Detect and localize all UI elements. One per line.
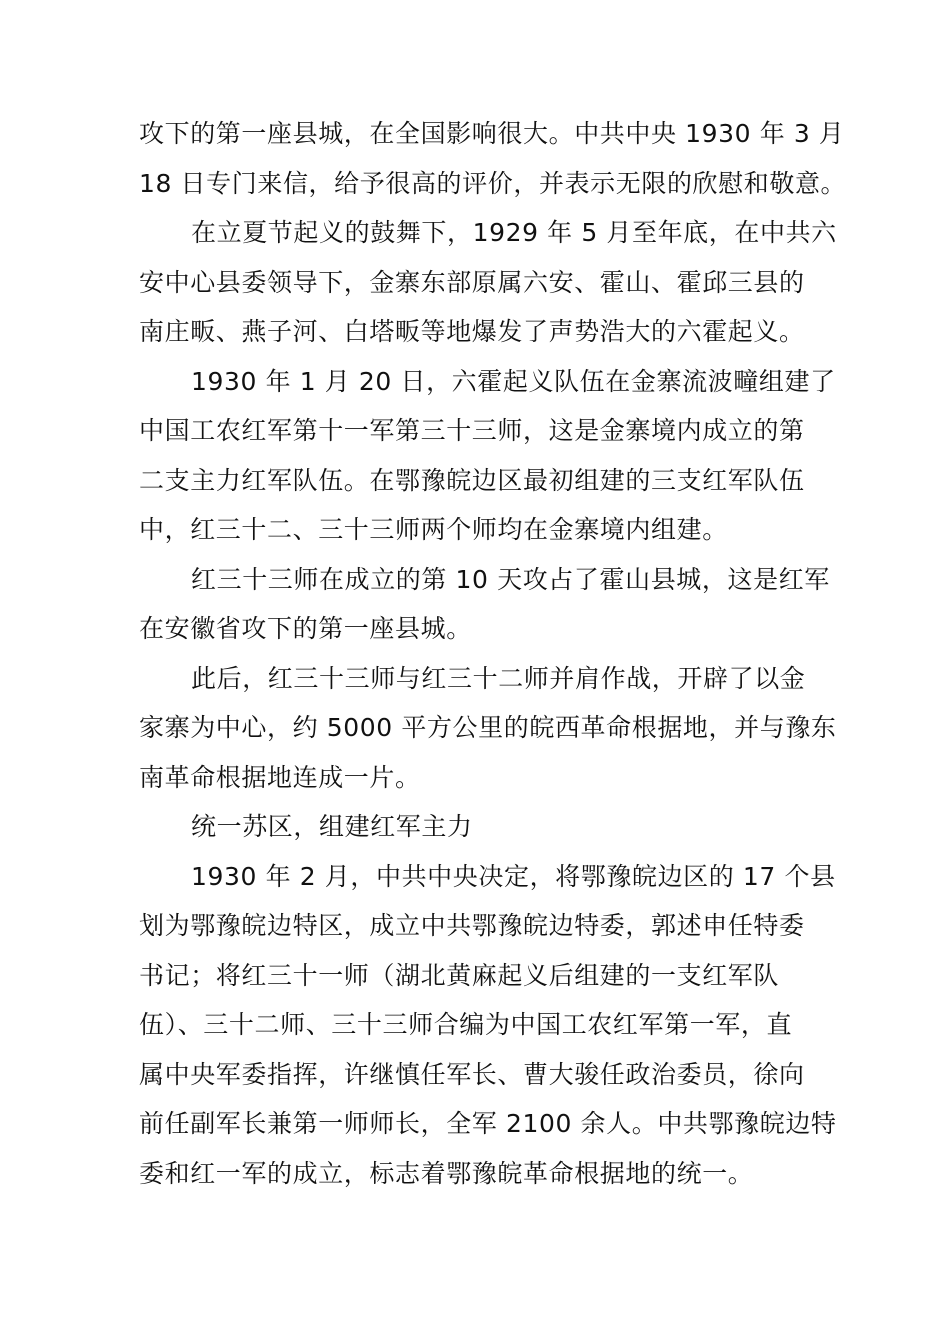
text-line: 前任副军长兼第一师师长，全军 2100 余人。中共鄂豫皖边特: [139, 1109, 837, 1138]
text-line: 书记；将红三十一师（湖北黄麻起义后组建的一支红军队: [139, 960, 780, 990]
text-line: 攻下的第一座县城，在全国影响很大。中共中央 1930 年 3 月: [139, 119, 845, 148]
text-line: 中国工农红军第十一军第三十三师，这是金寨境内成立的第: [139, 416, 805, 445]
text-line: 委和红一军的成立，标志着鄂豫皖革命根据地的统一。: [139, 1158, 754, 1188]
document-body: [139, 109, 847, 1198]
text-line: 南庄畈、燕子河、白塔畈等地爆发了声势浩大的六霍起义。: [139, 317, 805, 346]
section-heading: 统一苏区，组建红军主力: [191, 812, 473, 841]
text-line: 中，红三十二、三十三师两个师均在金寨境内组建。: [139, 515, 728, 544]
text-line: 安中心县委领导下，金寨东部原属六安、霍山、霍邱三县的: [139, 267, 805, 297]
text-line: 南革命根据地连成一片。: [139, 762, 421, 792]
text-line: 18 日专门来信，给予很高的评价，并表示无限的欣慰和敬意。: [139, 168, 847, 198]
text-line: 1930 年 2 月，中共中央决定，将鄂豫皖边区的 17 个县: [191, 861, 836, 891]
text-line: 划为鄂豫皖边特区，成立中共鄂豫皖边特委，郭述申任特委: [139, 911, 805, 940]
text-line: 伍）、三十二师、三十三师合编为中国工农红军第一军，直: [139, 1010, 793, 1039]
text-line: 在立夏节起义的鼓舞下，1929 年 5 月至年底，在中共六: [191, 218, 837, 247]
text-line: 红三十三师在成立的第 10 天攻占了霍山县城，这是红军: [191, 564, 830, 594]
text-line: 1930 年 1 月 20 日，六霍起义队伍在金寨流波疃组建了: [191, 366, 836, 396]
text-line: 二支主力红军队伍。在鄂豫皖边区最初组建的三支红军队伍: [139, 465, 805, 495]
text-line: 家寨为中心，约 5000 平方公里的皖西革命根据地，并与豫东: [139, 713, 837, 742]
text-line: 此后，红三十三师与红三十二师并肩作战，开辟了以金: [191, 663, 806, 693]
text-line: 在安徽省攻下的第一座县城。: [139, 614, 472, 643]
text-line: 属中央军委指挥，许继慎任军长、曹大骏任政治委员，徐向: [139, 1059, 805, 1089]
